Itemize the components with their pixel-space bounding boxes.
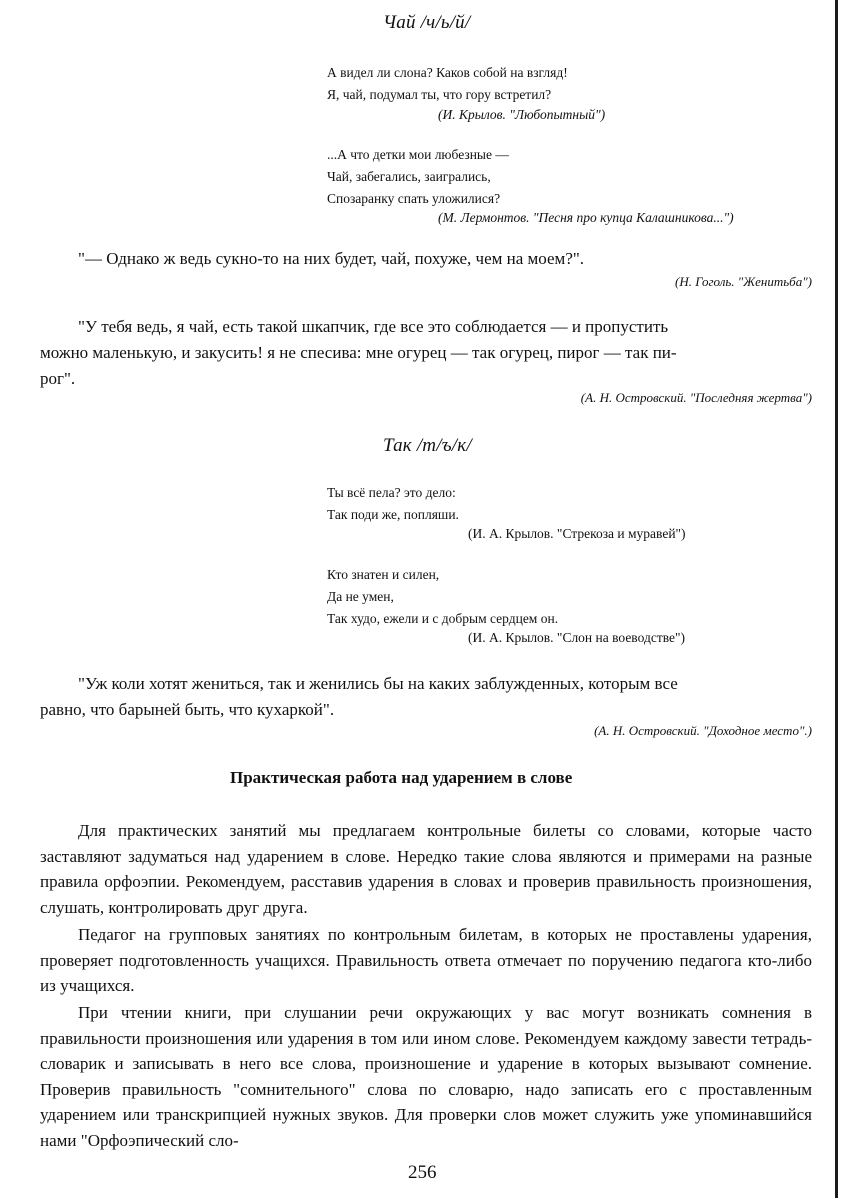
- page-edge-line: [835, 0, 838, 1198]
- poem-attribution: (И. Крылов. "Любопытный"): [438, 107, 606, 122]
- section-title: Практическая работа над ударением в слове: [230, 768, 573, 787]
- poem-line: ...А что детки мои любезные —: [327, 147, 509, 162]
- quote-text: "— Однако ж ведь сукно-то на них будет, чай, похуже, чем на моем?".: [78, 249, 585, 268]
- poem-line: Кто знатен и силен,: [327, 567, 440, 582]
- poem-line: Ты всё пела? это дело:: [327, 485, 456, 500]
- poem-attribution: (И. А. Крылов. "Стрекоза и муравей"): [468, 526, 686, 541]
- quote-text: "У тебя ведь, я чай, есть такой шкапчик, где все это соблюдается — и пропустить: [78, 317, 669, 336]
- quote-attribution: (Н. Гоголь. "Женитьба"): [675, 274, 812, 289]
- body-paragraph: При чтении книги, при слушании речи окружающих у вас могут возникать сомнения в правильности произношения или ударения в том или ином слове. Рекомендуем каждому завести тетрадь-словарик и записывать в него все слова, произношение и ударение в которых вызывают сомнение. Проверив правильность "сомнительного" слова по словарю, надо записать его с проставленным ударением или транскрипцией нужных звуков. Для проверки слов может служить уже упоминавшийся нами "Орфоэпический сло-: [40, 1003, 812, 1150]
- quote-attribution: (А. Н. Островский. "Доходное место".): [594, 723, 812, 738]
- section-heading-chai: Чай /ч/ь/й/: [383, 12, 471, 33]
- poem-attribution: (И. А. Крылов. "Слон на воеводстве"): [468, 630, 686, 645]
- poem-line: Я, чай, подумал ты, что гору встретил?: [327, 87, 552, 102]
- section-heading-tak: Так /т/ъ/к/: [383, 435, 472, 456]
- page-number: 256: [408, 1162, 437, 1183]
- poem-attribution: (М. Лермонтов. "Песня про купца Калашникова..."): [438, 210, 734, 225]
- quote-text: равно, что барыней быть, что кухаркой".: [40, 700, 335, 719]
- body-paragraph: Для практических занятий мы предлагаем контрольные билеты со словами, которые часто заставляют задуматься над ударением в слове. Нередко такие слова являются и примерами на разные правила орфоэпии. Рекомендуем, расставив ударения в словах и проверив правильность произношения, слушать, контролировать друг друга.: [40, 821, 812, 917]
- body-paragraph: Педагог на групповых занятиях по контрольным билетам, в которых не проставлены ударения, проверяет подготовленность учащихся. Правильность ответа отмечает по поручению педагога кто-либо из учащихся.: [40, 925, 812, 996]
- quote-text: можно маленькую, и закусить! я не спесива: мне огурец — так огурец, пирог — так пи-: [40, 343, 677, 362]
- quote-text: рог".: [40, 369, 76, 388]
- poem-line: Так поди же, попляши.: [327, 507, 459, 522]
- poem-line: А видел ли слона? Каков собой на взгляд!: [327, 65, 568, 80]
- poem-line: Чай, забегались, заигрались,: [327, 169, 491, 184]
- quote-attribution: (А. Н. Островский. "Последняя жертва"): [580, 390, 812, 405]
- poem-line: Да не умен,: [327, 589, 394, 604]
- poem-line: Так худо, ежели и с добрым сердцем он.: [327, 611, 559, 626]
- poem-line: Спозаранку спать уложилися?: [327, 191, 501, 206]
- quote-text: "Уж коли хотят жениться, так и женились бы на каких заблужденных, которым все: [78, 674, 678, 693]
